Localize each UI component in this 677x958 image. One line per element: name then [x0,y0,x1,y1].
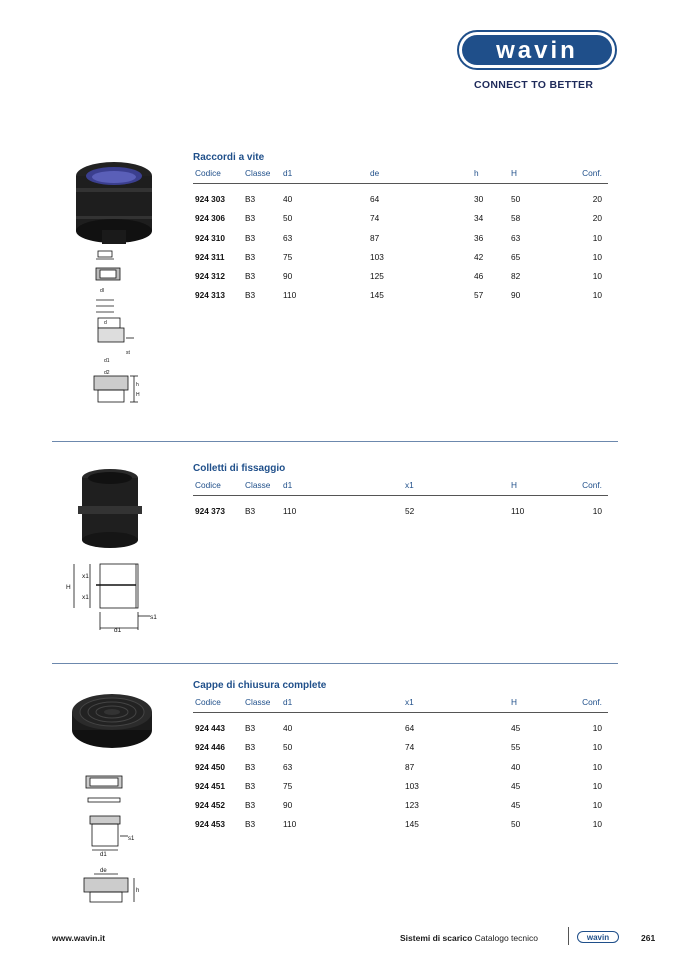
col-x1: x1 [405,697,414,707]
footer-website: www.wavin.it [52,933,106,943]
col-codice: Codice [195,697,221,707]
wavin-logo [457,30,617,70]
table-row: 924 306 B3 50 74 34 58 20 [195,213,602,224]
table-row: 924 311 B3 75 103 42 65 10 [195,251,602,262]
label-s1: s1 [150,614,157,621]
table-colletti [193,477,608,520]
table-row: 924 310 B3 63 87 36 63 10 [195,232,602,243]
col-h: h [474,168,479,178]
table-raccordi [193,165,608,305]
col-H: H [511,168,517,178]
table-header [193,165,608,184]
label-d1: d1 [104,358,110,364]
section-title-raccordi: Raccordi a vite [193,152,265,163]
table-row: 924 443 B3 40 64 45 10 [195,723,602,733]
technical-drawing-collar [66,556,162,636]
label-h: h [136,382,139,388]
label-H: H [66,584,71,591]
col-classe: Classe [245,168,271,178]
section-title-colletti: Colletti di fissaggio [193,463,286,474]
label-st: st [126,350,130,356]
product-photo-screw-fitting [72,158,156,248]
footer-doc-title [400,933,538,943]
label-de: de [100,868,107,874]
table-row: 924 303 B3 40 64 30 50 20 [195,194,602,204]
col-x1: x1 [405,480,414,490]
col-d1: d1 [283,697,293,707]
label-d1: d1 [114,627,122,634]
label-h: h [136,888,140,894]
logo-text: wavin [496,37,578,64]
col-conf: Conf. [582,480,602,490]
technical-drawing-screw-fitting [86,248,146,413]
brand-tagline: CONNECT TO BETTER [474,79,594,91]
technical-drawing-cap [80,770,144,910]
label-d1: d1 [100,852,107,858]
table-header [193,694,608,713]
col-H: H [511,697,517,707]
label-x1-top: x1 [82,573,89,580]
footer-wavin-logo [577,931,619,943]
table-header [193,477,608,496]
col-classe: Classe [245,480,271,490]
section-divider [52,441,618,442]
col-classe: Classe [245,697,271,707]
label-d: d [104,320,107,326]
page-number: 261 [641,933,656,943]
col-conf: Conf. [582,168,602,178]
product-photo-collar [76,468,144,550]
label-d2: d2 [104,370,110,376]
product-photo-cap [70,686,154,752]
col-codice: Codice [195,168,221,178]
table-row: 924 452 B3 90 123 45 10 [195,800,602,811]
label-dl: dl [100,288,104,294]
table-row: 924 450 B3 63 87 40 10 [195,761,602,772]
footer-doc-rest: Catalogo tecnico [474,933,538,943]
table-cappe [193,694,608,834]
table-row: 924 446 B3 50 74 55 10 [195,742,602,753]
col-d1: d1 [283,480,293,490]
label-s1: s1 [128,836,135,842]
label-H: H [136,392,140,398]
col-d1: d1 [283,168,293,178]
col-conf: Conf. [582,697,602,707]
table-row: 924 373 B3 110 52 110 10 [195,506,602,516]
table-row: 924 313 B3 110 145 57 90 10 [195,290,602,301]
col-de: de [370,168,380,178]
table-row: 924 453 B3 110 145 50 10 [195,819,602,830]
footer-separator [568,927,569,945]
footer-doc-bold: Sistemi di scarico [400,933,473,943]
label-x1-bottom: x1 [82,594,89,601]
table-row: 924 451 B3 75 103 45 10 [195,780,602,791]
section-divider [52,663,618,664]
col-codice: Codice [195,480,221,490]
table-row: 924 312 B3 90 125 46 82 10 [195,271,602,282]
section-title-cappe: Cappe di chiusura complete [193,680,327,691]
col-H: H [511,480,517,490]
footer-logo-text: wavin [586,933,610,942]
